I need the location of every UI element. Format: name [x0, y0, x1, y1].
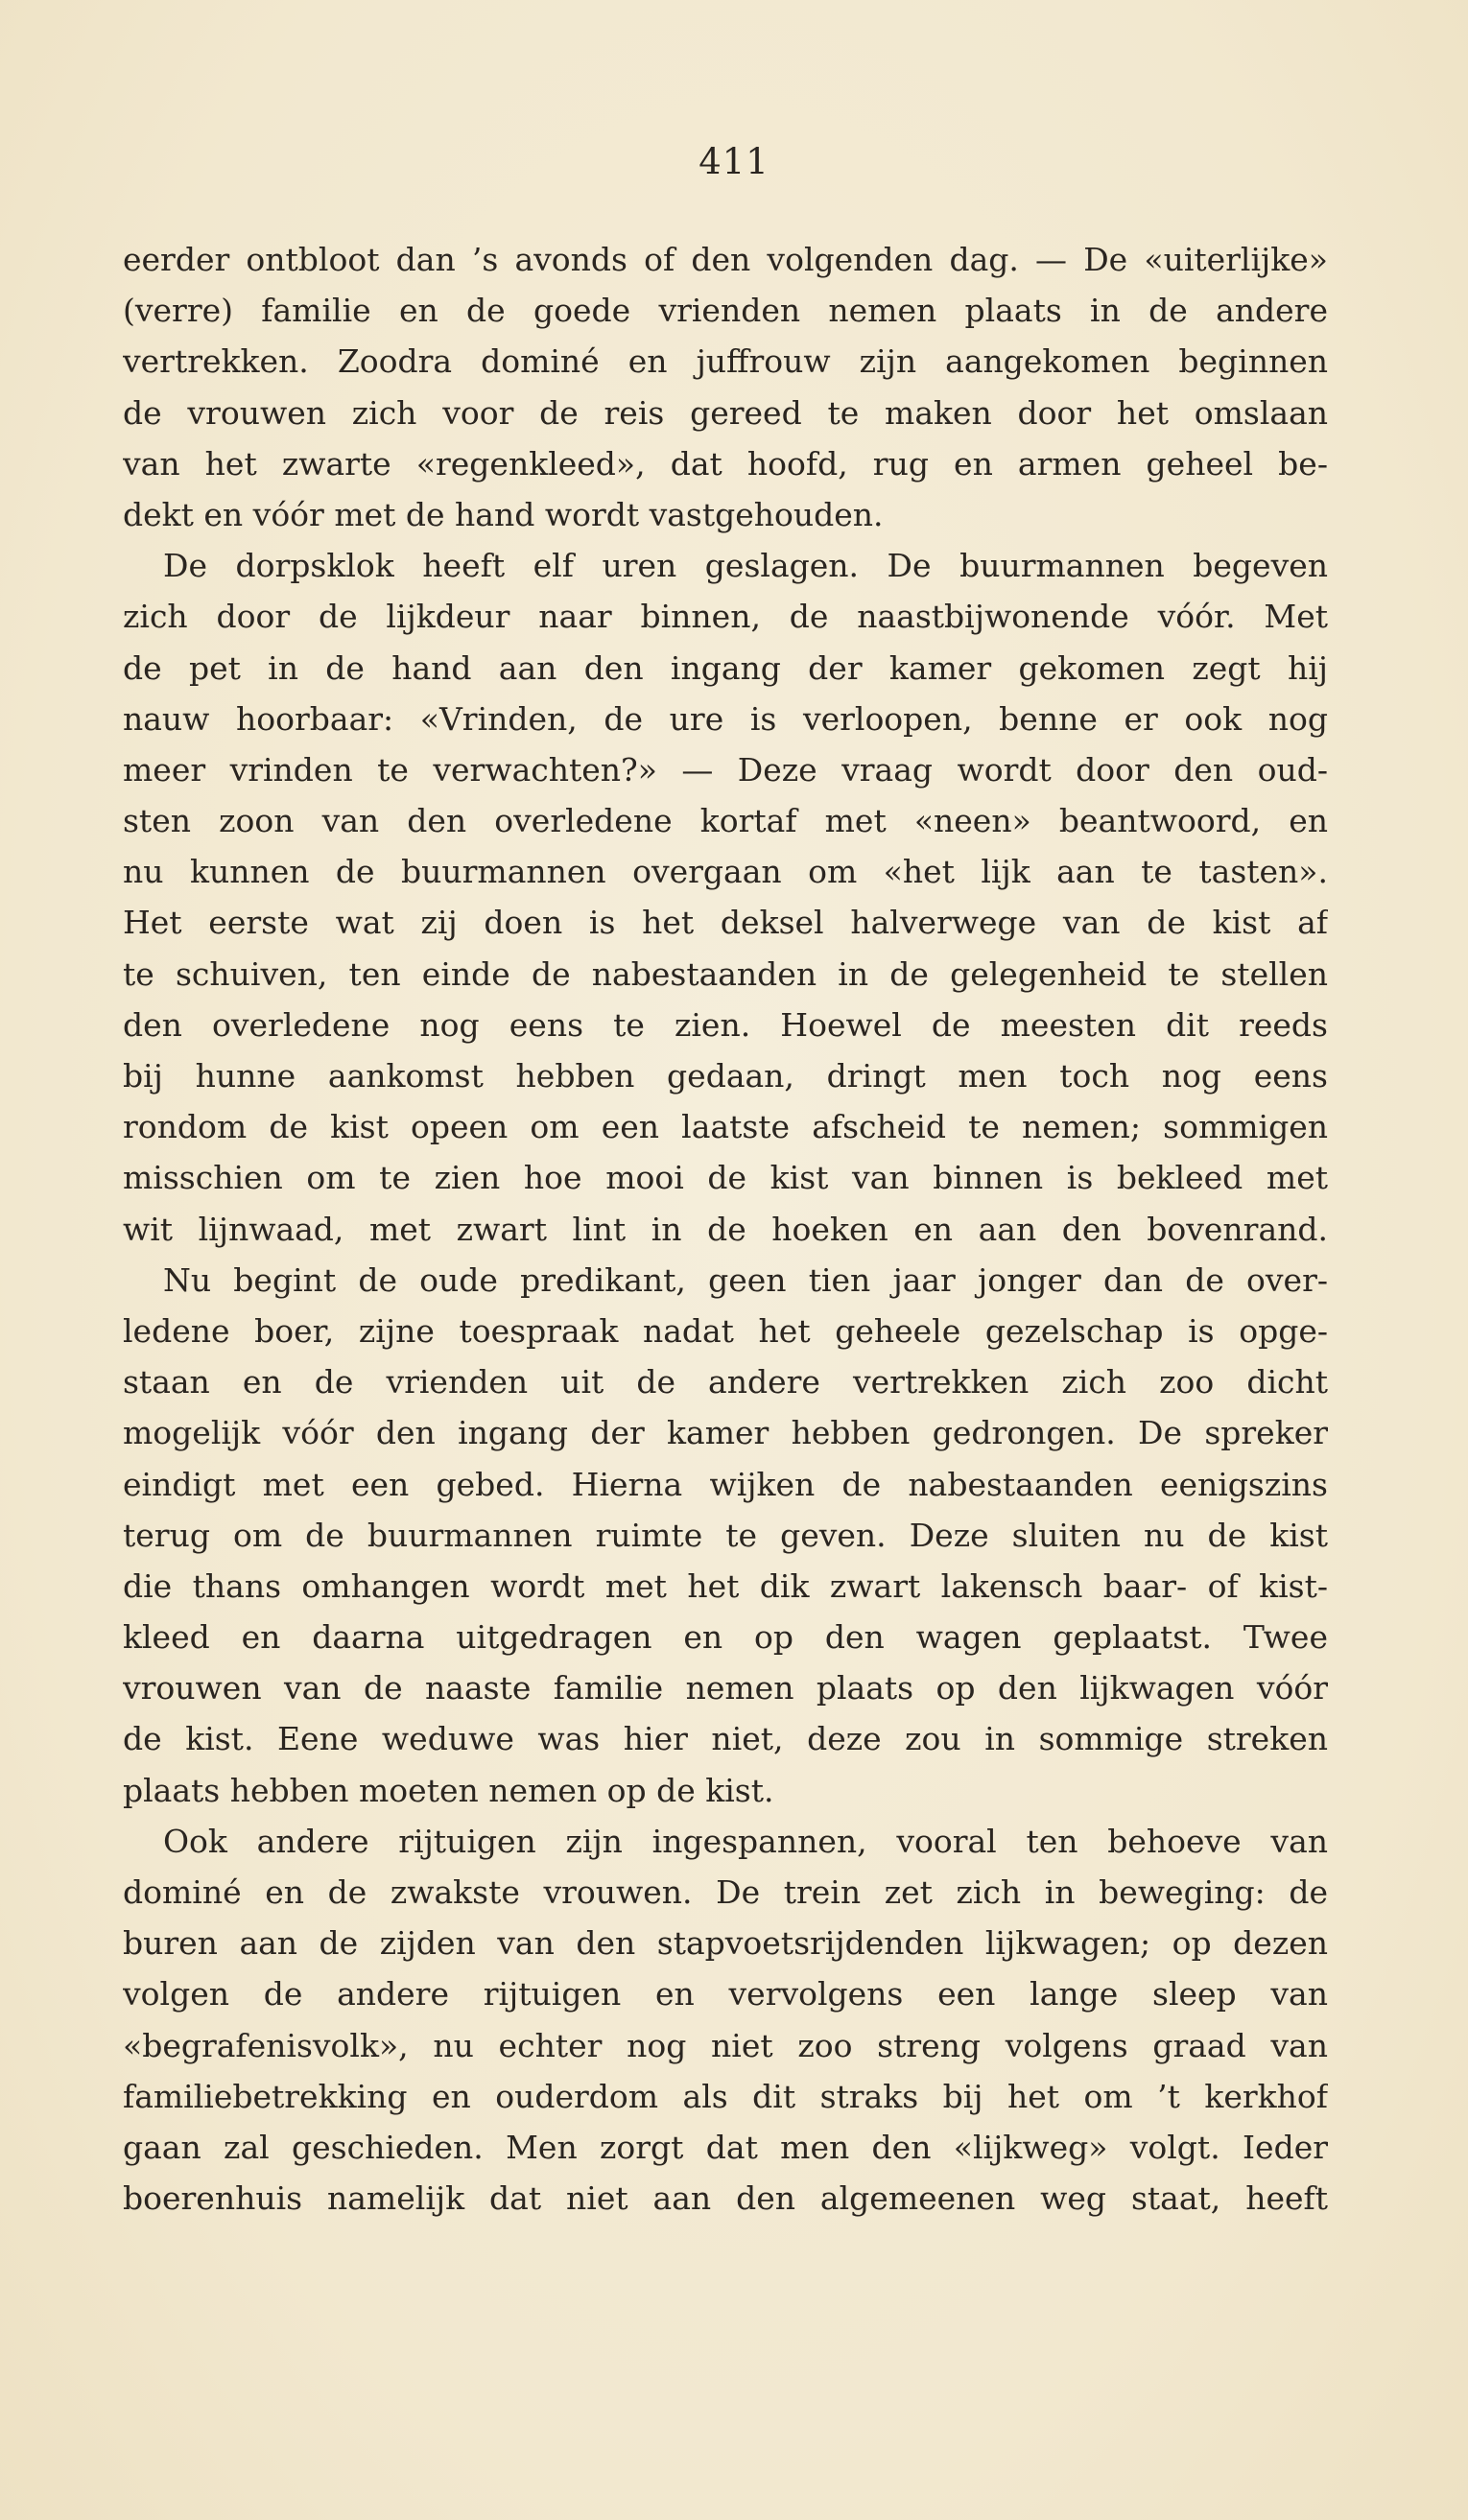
text-line: mogelijk vóór den ingang der kamer hebben gedrongen. De spreker — [123, 1414, 1328, 1452]
text-line: van het zwarte «regenkleed», dat hoofd, rug en armen geheel be- — [123, 444, 1328, 483]
text-line: dominé en de zwakste vrouwen. De trein zet zich in beweging: de — [123, 1873, 1328, 1911]
body-text — [123, 234, 1328, 2224]
text-line: nauw hoorbaar: «Vrinden, de ure is verloopen, benne er ook nog — [123, 699, 1328, 738]
text-line: de kist. Eene weduwe was hier niet, deze zou in sommige streken — [123, 1720, 1328, 1758]
text-line: plaats hebben moeten nemen op de kist. — [123, 1771, 774, 1809]
page-number: 411 — [698, 141, 770, 182]
text-line: Ook andere rijtuigen zijn ingespannen, vooral ten behoeve van — [163, 1822, 1328, 1860]
text-line: de pet in de hand aan den ingang der kamer gekomen zegt hij — [123, 648, 1328, 687]
text-line: de vrouwen zich voor de reis gereed te maken door het omslaan — [123, 393, 1328, 432]
text-line: familiebetrekking en ouderdom als dit straks bij het om ’t kerkhof — [123, 2077, 1328, 2115]
text-line: kleed en daarna uitgedragen en op den wagen geplaatst. Twee — [123, 1618, 1328, 1657]
text-line: buren aan de zijden van den stapvoetsrijdenden lijkwagen; op dezen — [123, 1924, 1328, 1963]
text-line: zich door de lijkdeur naar binnen, de naastbijwonende vóór. Met — [123, 598, 1328, 636]
text-line: den overledene nog eens te zien. Hoewel de meesten dit reeds — [123, 1005, 1328, 1044]
text-line: meer vrinden te verwachten?» — Deze vraag wordt door den oud- — [123, 750, 1328, 789]
text-line: staan en de vrienden uit de andere vertrekken zich zoo dicht — [123, 1363, 1328, 1401]
text-line: vrouwen van de naaste familie nemen plaats op den lijkwagen vóór — [123, 1669, 1328, 1707]
text-line: wit lijnwaad, met zwart lint in de hoeken en aan den bovenrand. — [123, 1210, 1328, 1248]
text-line: sten zoon van den overledene kortaf met «neen» beantwoord, en — [123, 802, 1328, 840]
text-line: dekt en vóór met de hand wordt vastgehouden. — [123, 495, 884, 533]
text-line: De dorpsklok heeft elf uren geslagen. De buurmannen begeven — [163, 547, 1328, 585]
text-line: te schuiven, ten einde de nabestaanden in de gelegenheid te stellen — [123, 954, 1328, 993]
text-line: «begrafenisvolk», nu echter nog niet zoo streng volgens graad van — [123, 2026, 1328, 2064]
text-line: Het eerste wat zij doen is het deksel halverwege van de kist af — [123, 904, 1328, 942]
text-line: (verre) familie en de goede vrienden nemen plaats in de andere — [123, 292, 1328, 330]
text-line: eerder ontbloot dan ’s avonds of den volgenden dag. — De «uiterlijke» — [123, 241, 1328, 278]
text-line: misschien om te zien hoe mooi de kist van binnen is bekleed met — [123, 1159, 1328, 1197]
text-line: nu kunnen de buurmannen overgaan om «het lijk aan te tasten». — [123, 853, 1328, 891]
text-line: die thans omhangen wordt met het dik zwart lakensch baar- of kist- — [123, 1566, 1328, 1605]
text-line: volgen de andere rijtuigen en vervolgens een lange sleep van — [123, 1975, 1328, 2014]
text-line: ledene boer, zijne toespraak nadat het geheele gezelschap is opge- — [123, 1311, 1328, 1350]
text-line: vertrekken. Zoodra dominé en juffrouw zijn aangekomen beginnen — [123, 342, 1328, 381]
text-line: eindigt met een gebed. Hierna wijken de nabestaanden eenigszins — [123, 1465, 1328, 1503]
text-line: rondom de kist opeen om een laatste afscheid te nemen; sommigen — [123, 1108, 1328, 1146]
text-line: Nu begint de oude predikant, geen tien jaar jonger dan de over- — [163, 1260, 1328, 1299]
text-line: boerenhuis namelijk dat niet aan den algemeenen weg staat, heeft — [123, 2179, 1328, 2218]
text-line: terug om de buurmannen ruimte te geven. Deze sluiten nu de kist — [123, 1516, 1328, 1554]
text-line: gaan zal geschieden. Men zorgt dat men den «lijkweg» volgt. Ieder — [123, 2128, 1328, 2166]
text-line: bij hunne aankomst hebben gedaan, dringt men toch nog eens — [123, 1057, 1328, 1095]
